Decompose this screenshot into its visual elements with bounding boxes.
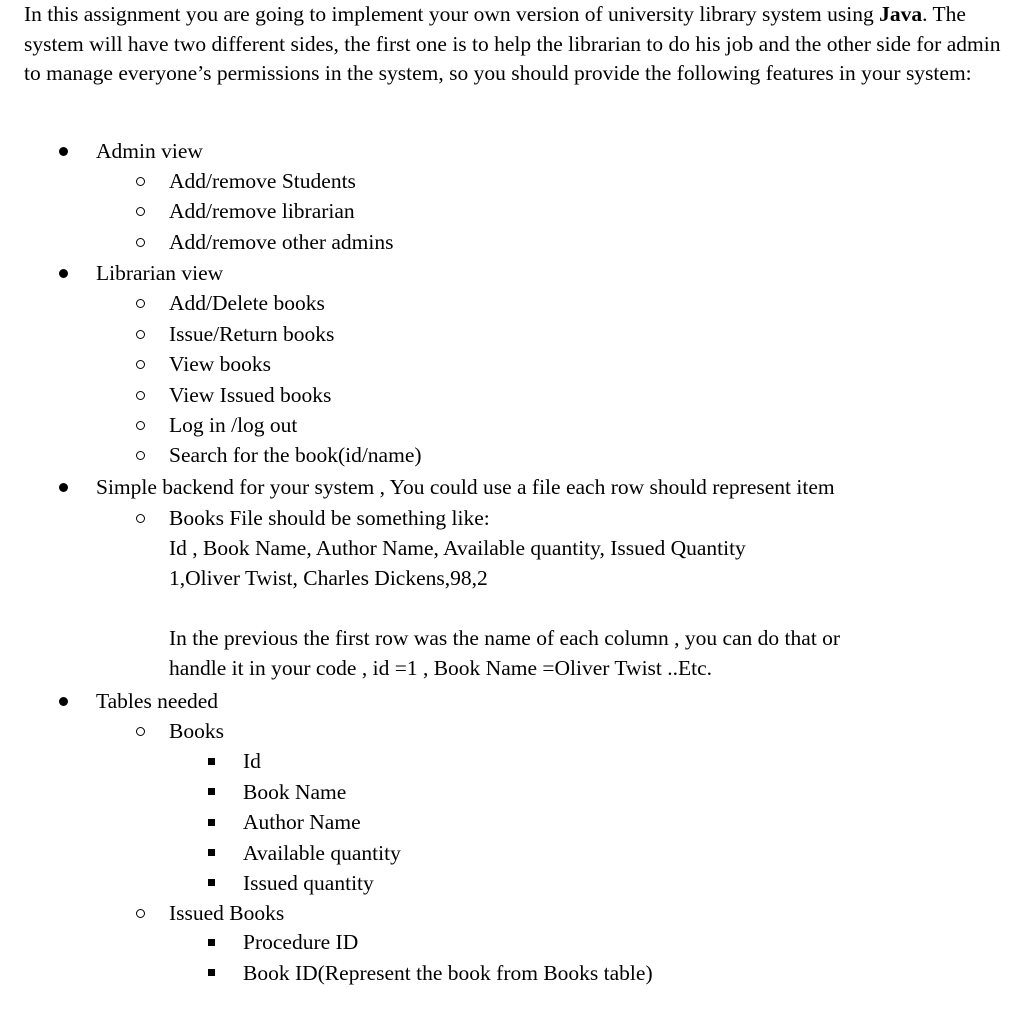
bullet-circle-icon [136, 514, 145, 523]
bullet-dot-icon [59, 697, 68, 706]
books-field: Author Name [243, 810, 361, 834]
books-field: Available quantity [243, 841, 401, 865]
issued-table-title: Issued Books [169, 901, 285, 925]
backend-example-line: 1,Oliver Twist, Charles Dickens,98,2 [169, 566, 488, 590]
librarian-item: View Issued books [169, 383, 332, 407]
bullet-square-icon [208, 939, 215, 946]
bullet-circle-icon [136, 421, 145, 430]
librarian-item: View books [169, 352, 272, 376]
librarian-item: Search for the book(id/name) [169, 443, 422, 467]
backend-header-line: Id , Book Name, Author Name, Available quantity, Issued Quantity [169, 536, 746, 560]
bullet-square-icon [208, 819, 215, 826]
bullet-dot-icon [59, 147, 68, 156]
admin-view-title: Admin view [96, 139, 203, 163]
bullet-circle-icon [136, 330, 145, 339]
backend-note-line-1: In the previous the first row was the name of each column , you can do that or [169, 626, 841, 650]
backend-title: Simple backend for your system , You could use a file each row should represent item [96, 475, 835, 499]
bullet-square-icon [208, 849, 215, 856]
bullet-square-icon [208, 758, 215, 765]
bullet-circle-icon [136, 299, 145, 308]
bullet-square-icon [208, 879, 215, 886]
bullet-dot-icon [59, 269, 68, 278]
tables-title: Tables needed [96, 689, 219, 713]
intro-text-end: . The system will have two different sides, the first one is to help the librarian to do his job and the other side for admin to manage everyone’s permissions in the system, so you should provide the following features in your system: [24, 2, 1001, 85]
bullet-circle-icon [136, 177, 145, 186]
intro-paragraph [24, 0, 1014, 89]
bullet-circle-icon [136, 451, 145, 460]
books-field: Id [243, 749, 261, 773]
bullet-dot-icon [59, 483, 68, 492]
books-field: Issued quantity [243, 871, 374, 895]
bullet-circle-icon [136, 360, 145, 369]
bullet-circle-icon [136, 391, 145, 400]
books-field: Book Name [243, 780, 347, 804]
intro-text-start: In this assignment you are going to implement your own version of university library system using [24, 2, 880, 26]
bullet-square-icon [208, 788, 215, 795]
librarian-item: Log in /log out [169, 413, 298, 437]
backend-item: Books File should be something like: [169, 506, 490, 530]
librarian-item: Add/Delete books [169, 291, 325, 315]
bullet-circle-icon [136, 727, 145, 736]
admin-item: Add/remove Students [169, 169, 356, 193]
admin-item: Add/remove other admins [169, 230, 394, 254]
backend-note-line-2: handle it in your code , id =1 , Book Name =Oliver Twist ..Etc. [169, 656, 713, 680]
librarian-item: Issue/Return books [169, 322, 335, 346]
librarian-view-title: Librarian view [96, 261, 224, 285]
issued-field: Book ID(Represent the book from Books table) [243, 961, 653, 985]
issued-field: Procedure ID [243, 930, 359, 954]
bullet-circle-icon [136, 238, 145, 247]
bullet-circle-icon [136, 909, 145, 918]
intro-bold-java: Java [879, 2, 923, 26]
bullet-square-icon [208, 969, 215, 976]
admin-item: Add/remove librarian [169, 199, 355, 223]
books-table-title: Books [169, 719, 224, 743]
bullet-circle-icon [136, 207, 145, 216]
